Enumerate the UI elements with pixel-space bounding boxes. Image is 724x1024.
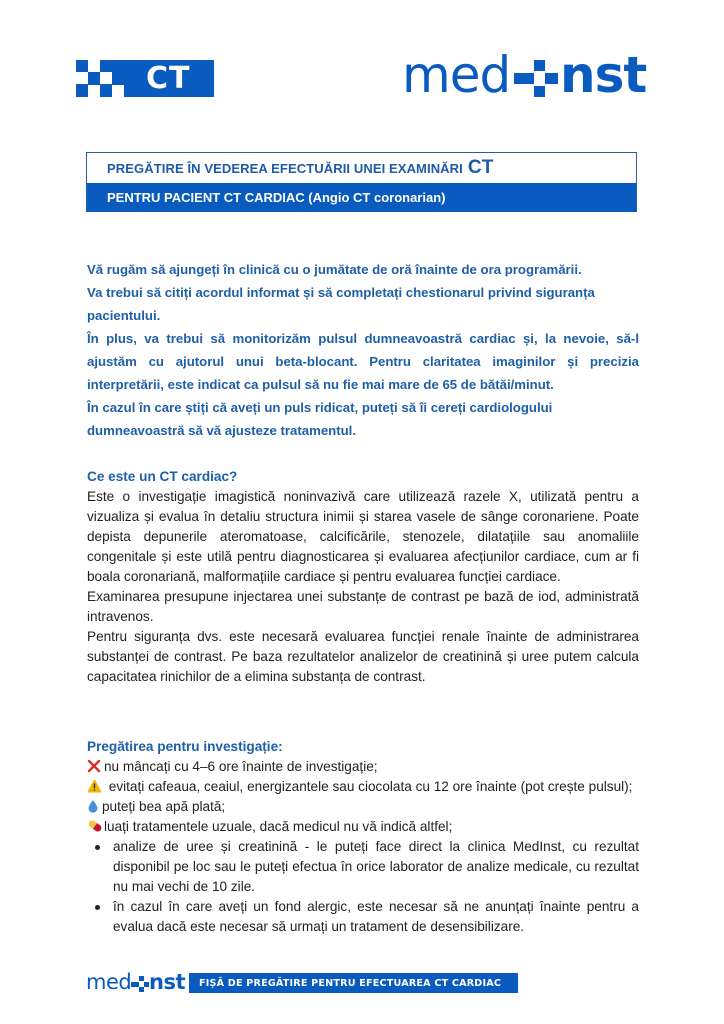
intro-paragraph: În plus, va trebui să monitorizăm pulsul dumneavoastră cardiac și, la nevoie, să-l ajustăm cu ajutorul unui beta-blocant. Pentru claritatea imaginilor și precizia interpretării, este indicat ca pulsul să nu fie mai mare de 65 de bătăi/minut. <box>87 331 639 392</box>
logo-checker-mark-icon <box>514 60 558 98</box>
prep-item <box>87 757 639 777</box>
list-item <box>113 837 639 897</box>
prep-item-text: evitați cafeaua, ceaiul, energizantele sau ciocolata cu 12 ore înainte (pot crește pulsul); <box>108 779 633 794</box>
logo-square <box>112 85 124 97</box>
logo-med-text: med <box>402 46 511 104</box>
prep-item-text: puteți bea apă plată; <box>102 799 226 814</box>
medinst-logo <box>402 46 652 104</box>
title-line-1-text: PREGĂTIRE ÎN VEDEREA EFECTUĂRII UNEI EXAMINĂRI <box>107 160 463 176</box>
prep-item <box>87 777 639 797</box>
prep-item <box>87 817 639 837</box>
logo-square <box>100 72 112 84</box>
footer-logo-checker-mark-icon <box>131 976 149 992</box>
title-line-2 <box>87 183 636 212</box>
section-what-is-cardiac-ct <box>87 467 639 687</box>
section-paragraph: Este o investigație imagistică noninvazivă care utilizează razele X, utilizată pentru a vizualiza și evalua în detaliu structura inimii și starea vasele de sânge coronariene. Poate depista depunerile ateromatoase, calcificările, stenozele, dilatațiile sau anomaliile congenitale și este utilă pentru diagnosticarea și evaluarea afecțiunilor cardiace, cum ar fi boala coronariană, malformațiile cardiace și pentru evaluarea funcției cardiace. <box>87 489 639 584</box>
section-preparation <box>87 737 639 937</box>
cross-mark-icon <box>87 759 101 773</box>
pill-icon <box>87 819 103 833</box>
section-paragraph: Examinarea presupune injectarea unei substanțe de contrast pe bază de iod, administrată intravenos. <box>87 589 639 624</box>
prep-item-text: nu mâncați cu 4–6 ore înainte de investigație; <box>104 759 378 774</box>
intro-paragraph: Va trebui să citiți acordul informat și să completați chestionarul privind siguranța pacientului. <box>87 285 595 323</box>
intro-paragraph: Vă rugăm să ajungeți în clinică cu o jumătate de oră înainte de ora programării. <box>87 262 582 277</box>
title-line-1-emphasis: CT <box>467 157 494 178</box>
prep-item <box>87 797 639 817</box>
ct-logo <box>76 60 214 97</box>
footer-caption: FIȘĂ DE PREGĂTIRE PENTRU EFECTUAREA CT CARDIAC <box>199 977 502 989</box>
list-item-text: în cazul în care aveți un fond alergic, este necesar să ne anunțați înainte pentru a evalua dacă este necesar să urmați un tratament de desensibilizare. <box>113 899 639 934</box>
intro-paragraph: În cazul în care știți că aveți un puls ridicat, puteți să îi cereți cardiologului dumneavoastră să vă ajusteze tratamentul. <box>87 400 553 438</box>
prep-bullet-list <box>87 837 639 937</box>
title-line-2-text: PENTRU PACIENT CT CARDIAC (Angio CT coronarian) <box>107 190 446 205</box>
section-paragraph: Pentru siguranța dvs. este necesară evaluarea funcției renale înainte de administrarea substanței de contrast. Pe baza rezultatelor analizelor de creatinină și uree putem calcula capacitatea rinichilor de a elimina substanța de contrast. <box>87 629 639 684</box>
logo-nst-text: nst <box>560 46 647 104</box>
water-drop-icon <box>87 799 99 813</box>
bullet-dot-icon <box>95 905 100 910</box>
ct-logo-text: CT <box>146 61 191 96</box>
prep-item-text: luați tratamentele uzuale, dacă medicul nu vă indică altfel; <box>104 819 453 834</box>
intro-instructions <box>87 258 639 442</box>
footer-logo-nst-text: nst <box>149 970 185 994</box>
warning-icon <box>87 779 102 793</box>
list-item <box>113 897 639 937</box>
section-heading: Pregătirea pentru investigație: <box>87 739 283 754</box>
footer-logo-med-text: med <box>86 970 132 994</box>
bullet-dot-icon <box>95 845 100 850</box>
section-heading: Ce este un CT cardiac? <box>87 469 238 484</box>
logo-square <box>88 85 100 97</box>
logo-square <box>88 60 100 72</box>
footer-medinst-logo <box>86 972 186 994</box>
logo-square <box>76 72 88 84</box>
title-line-1 <box>87 153 636 183</box>
footer-caption-bar <box>189 973 518 993</box>
title-box <box>86 152 637 212</box>
list-item-text: analize de uree și creatinină - le puteți face direct la clinica MedInst, cu rezultat disponibil pe loc sau le puteți efectua în orice laborator de analize medicale, cu rezultat nu mai vechi de 10 zile. <box>113 839 639 894</box>
